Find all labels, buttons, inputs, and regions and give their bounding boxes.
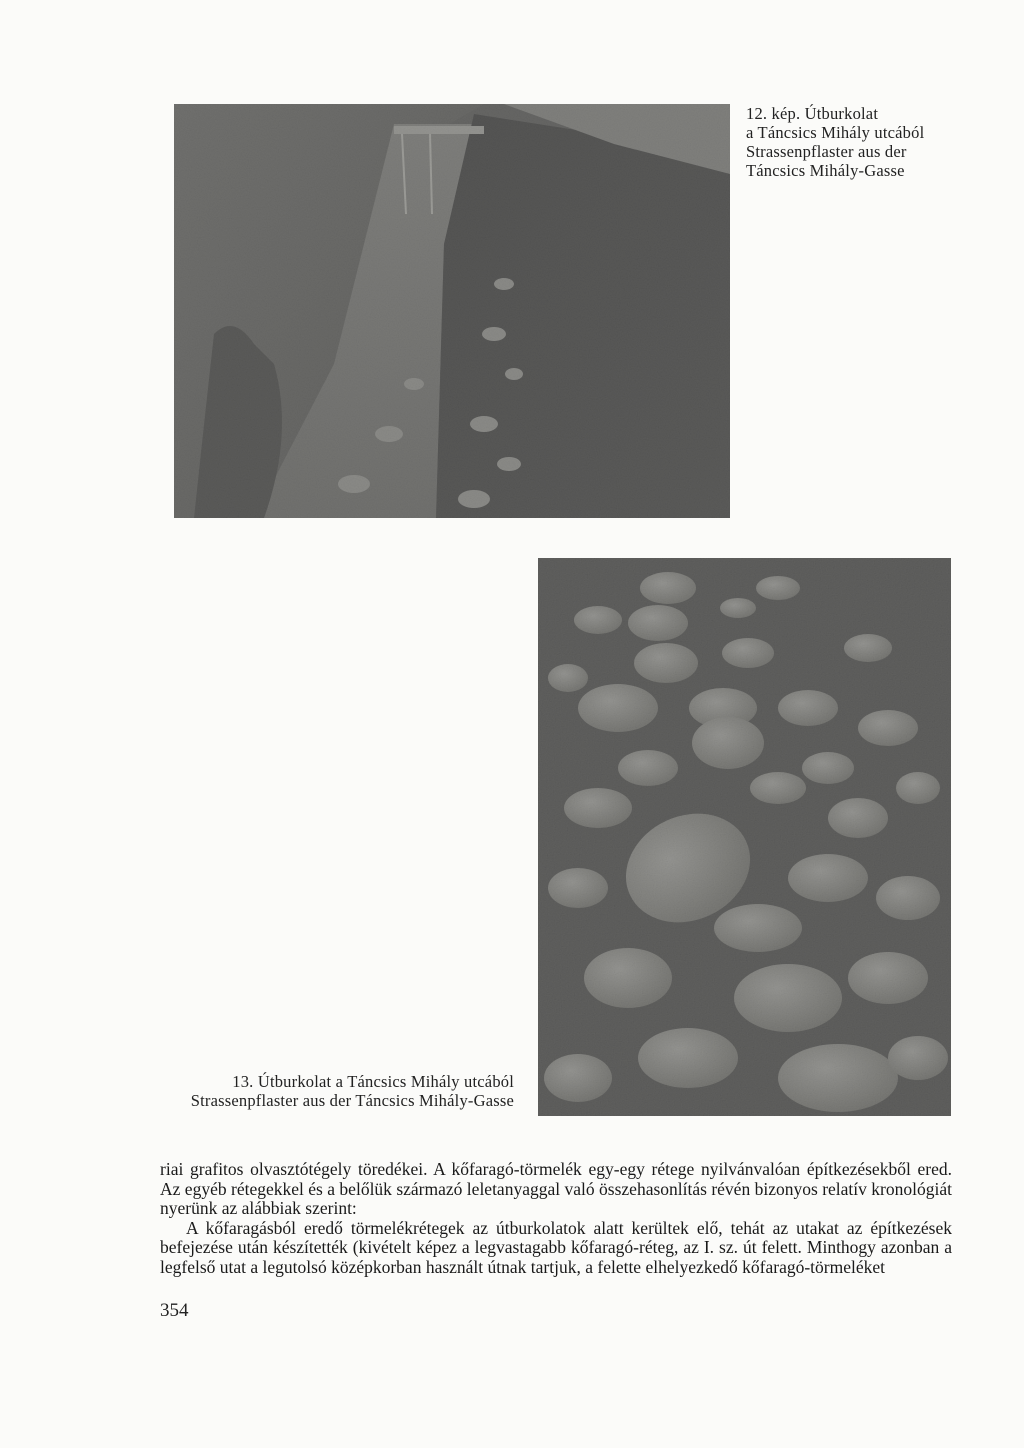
- photo-12-excavation-trench: [174, 104, 730, 518]
- figure-13-caption-hu: 13. Útburkolat a Táncsics Mihály utcából: [232, 1072, 514, 1091]
- figure-13-caption: [191, 1072, 514, 1110]
- figure-12-caption-hu: a Táncsics Mihály utcából: [746, 123, 925, 142]
- figure-12-caption: [746, 104, 924, 180]
- figure-12-label: 12. kép. Útburkolat: [746, 104, 879, 123]
- cobblestone-photo-illustration: [538, 558, 951, 1116]
- paragraph-1: riai grafitos olvasztótégely töredékei. A kőfaragó-törmelék egy-egy rétege nyilvánvalóan építkezésekből ered. Az egyéb rétegekkel és a belőlük származó leletanyaggal való összehasonlítás révén bizonyos relatív kronológiát nyerünk az alábbiak szerint:: [160, 1159, 952, 1218]
- figure-13-caption-de: Strassenpflaster aus der Táncsics Mihály-Gasse: [190, 1091, 514, 1110]
- figure-12-caption-de-line1: Strassenpflaster aus der: [746, 142, 907, 161]
- figure-12-caption-de-line2: Táncsics Mihály-Gasse: [746, 161, 905, 180]
- body-text: [160, 1160, 952, 1277]
- photo-13-cobblestone-pavement: [538, 558, 951, 1116]
- paragraph-2: A kőfaragásból eredő törmelékrétegek az útburkolatok alatt kerültek elő, tehát az utakat az építkezések befejezése után készítették (kivételt képez a legvastagabb kőfaragó-réteg, az I. sz. út felett. Minthogy azonban a legfelső utat a legutolsó középkorban használt útnak tartjuk, a felette elhelyezkedő kőfaragó-törmeléket: [160, 1217, 952, 1277]
- trench-photo-illustration: [174, 104, 730, 518]
- page-number: 354: [160, 1300, 189, 1321]
